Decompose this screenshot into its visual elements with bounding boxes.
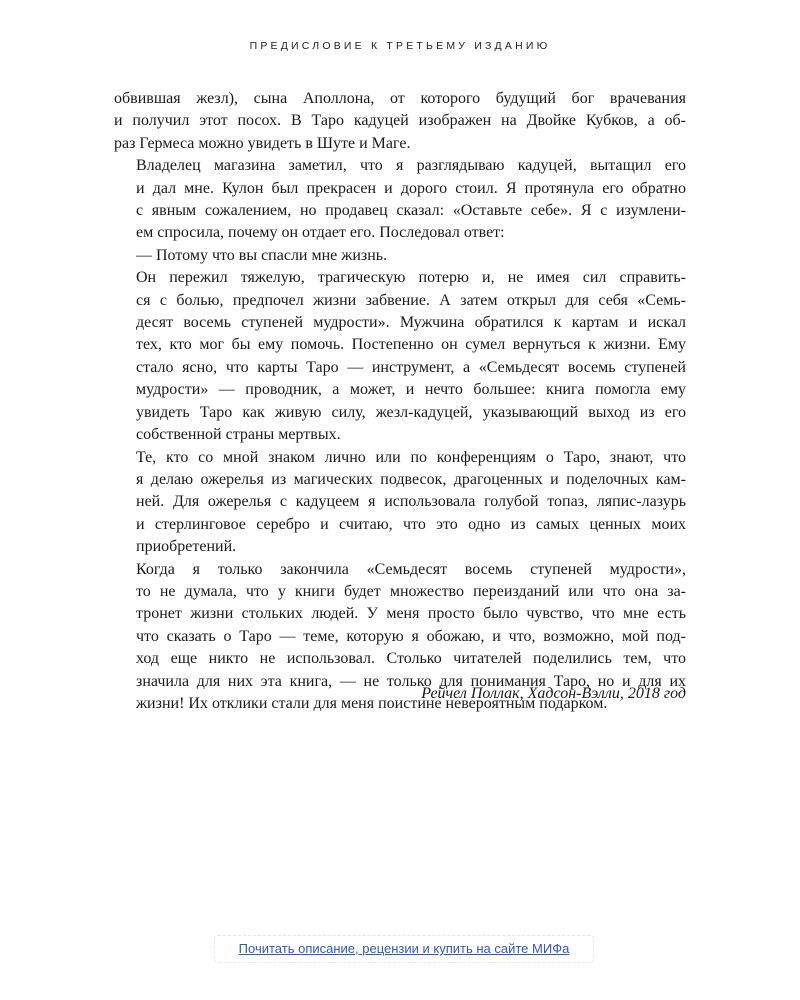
text-line: собственной страны мертвых.	[136, 426, 341, 444]
text-line: — Потому что вы спасли мне жизнь.	[136, 246, 388, 264]
text-line: и получил этот посох. В Таро кадуцей изображен на Двойке Кубков, а об-	[114, 112, 686, 130]
text-line: Те, кто со мной знаком лично или по конференциям о Таро, знают, что	[136, 448, 686, 466]
text-line: Когда я только закончила «Семьдесят восемь ступеней мудрости»,	[136, 560, 686, 578]
text-line: тронет жизни стольких людей. У меня просто было чувство, что мне есть	[136, 605, 686, 623]
signature: Рейчел Поллак, Хадсон-Вэлли, 2018 год	[421, 685, 686, 702]
text-line: стало ясно, что карты Таро — инструмент, а «Семьдесят восемь ступеней	[136, 358, 686, 376]
text-line: я делаю ожерелья из магических подвесок, драгоценных и поделочных кам-	[136, 470, 686, 488]
text-line: и стерлинговое серебро и считаю, что это одно из самых ценных моих	[136, 515, 686, 533]
text-line: обвившая жезл), сына Аполлона, от которого будущий бог врачевания	[114, 90, 686, 107]
text-line: жизни! Их отклики стали для меня поистине невероятным подарком.	[136, 694, 608, 712]
paragraph	[114, 267, 686, 446]
text-line: Он пережил тяжелую, трагическую потерю и, не имея сил справить-	[136, 269, 686, 287]
text-line: что сказать о Таро — теме, которую я обожаю, и что, возможно, мой под-	[136, 627, 686, 645]
paragraph	[114, 245, 686, 267]
text-line: то не думала, что у книги будет множество переизданий или что она за-	[136, 582, 686, 600]
text-line: десят восемь ступеней мудрости». Мужчина обратился к картам и искал	[136, 314, 686, 332]
text-line: с явным сожалением, но продавец сказал: «Оставьте себе». Я с изумлени-	[136, 202, 686, 220]
text-line: ем спросила, почему он отдает его. Последовал ответ:	[136, 224, 505, 242]
text-line: приобретений.	[136, 538, 237, 556]
buy-on-mif-link[interactable]: Почитать описание, рецензии и купить на сайте МИФа	[214, 935, 594, 963]
text-line: ся с болью, предпочел жизни забвение. А затем открыл для себя «Семь-	[136, 291, 686, 309]
text-line: Владелец магазина заметил, что я разглядываю кадуцей, вытащил его	[136, 157, 686, 175]
text-line: ней. Для ожерелья с кадуцеем я использовала голубой топаз, ляпис-лазурь	[136, 493, 686, 511]
text-line: увидеть Таро как живую силу, жезл-кадуцей, указывающий выход из его	[136, 403, 686, 421]
text-line: ход еще никто не использовал. Столько читателей поделились тем, что	[136, 650, 686, 668]
text-line: мудрости» — проводник, а может, и нечто большее: книга помогла ему	[136, 381, 686, 399]
text-line: значила для них эта книга, — не только для понимания Таро, но и для их	[136, 672, 686, 690]
running-head: ПРЕДИСЛОВИЕ К ТРЕТЬЕМУ ИЗДАНИЮ	[249, 40, 551, 52]
paragraph	[114, 155, 686, 245]
body-text	[114, 88, 686, 715]
text-line: тех, кто мог бы ему помочь. Постепенно он сумел вернуться к жизни. Ему	[136, 336, 686, 354]
paragraph	[114, 447, 686, 559]
text-line: и дал мне. Кулон был прекрасен и дорого стоил. Я протянула его обратно	[136, 179, 686, 197]
paragraph	[114, 88, 686, 155]
text-line: раз Гермеса можно увидеть в Шуте и Маге.	[114, 134, 411, 152]
